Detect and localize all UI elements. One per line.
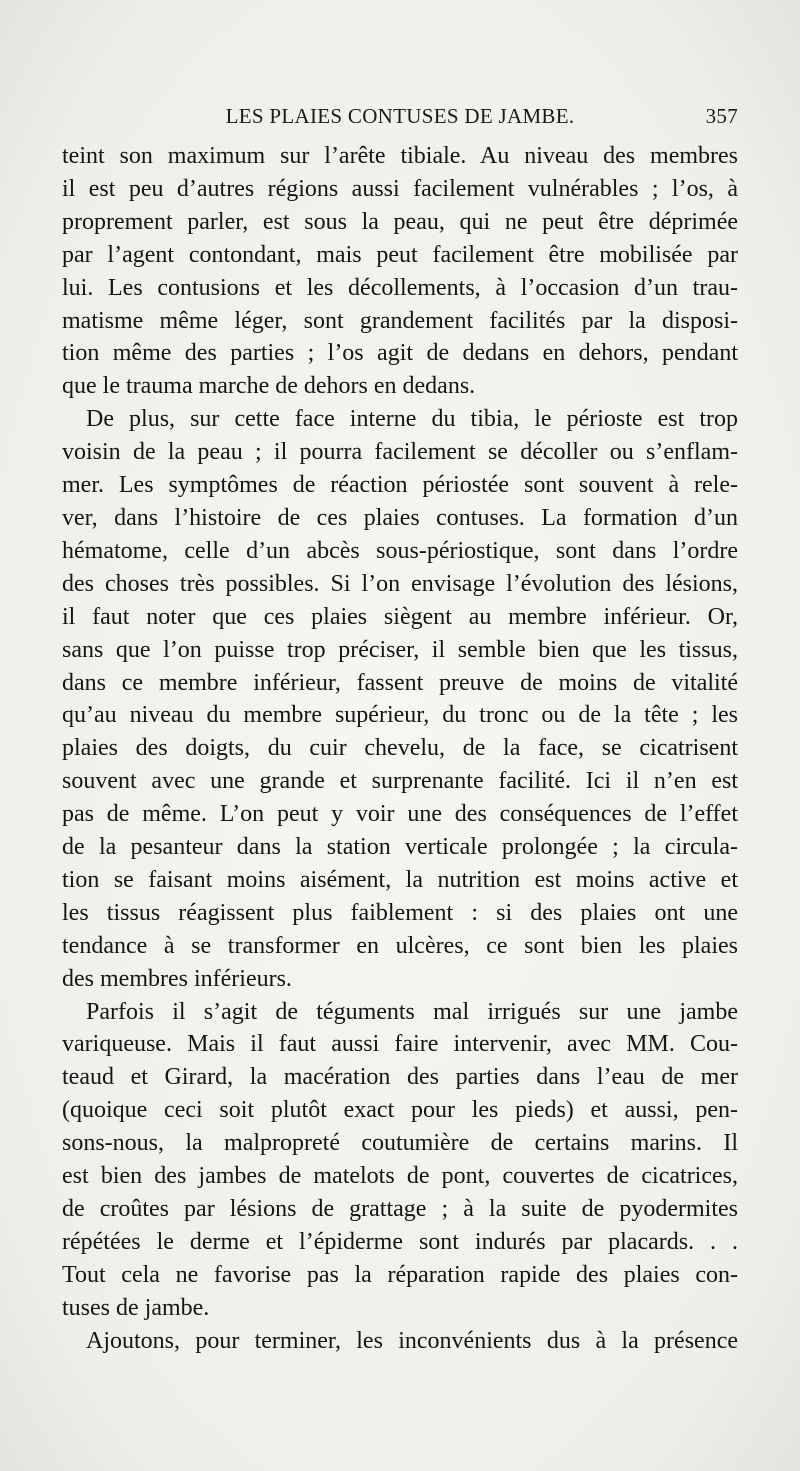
text-line: hématome, celle d’un abcès sous-périostique, sont dans l’ordre [62,537,738,564]
text-line: des membres inférieurs. [62,965,292,992]
running-title: LES PLAIES CONTUSES DE JAMBE. [225,104,575,128]
text-line: de croûtes par lésions de grattage ; à la suite de pyodermites [62,1196,738,1222]
text-line: Tout cela ne favorise pas la réparation rapide des plaies con- [62,1261,738,1288]
text-line: répétées le derme et l’épiderme sont indurés par placards. . . [62,1228,738,1255]
body-text [62,140,738,1358]
text-line: sons-nous, la malpropreté coutumière de certains marins. Il [62,1130,738,1157]
text-line: de la pesanteur dans la station verticale prolongée ; la circula- [62,834,738,861]
text-line: variqueuse. Mais il faut aussi faire intervenir, avec MM. Cou- [62,1031,738,1058]
text-line: dans ce membre inférieur, fassent preuve de moins de vitalité [62,669,738,696]
paragraph [62,1325,738,1358]
text-line: mer. Les symptômes de réaction périostée sont souvent à rele- [62,472,738,499]
text-line: il faut noter que ces plaies siègent au membre inférieur. Or, [62,603,738,630]
text-line: par l’agent contondant, mais peut facilement être mobilisée par [62,241,738,268]
text-line: que le trauma marche de dehors en dedans. [62,373,476,400]
text-line: souvent avec une grande et surprenante facilité. Ici il n’en est [62,768,738,795]
text-line: Ajoutons, pour terminer, les inconvénients dus à la présence [86,1327,738,1354]
text-line: De plus, sur cette face interne du tibia, le périoste est trop [86,406,738,433]
text-line: pas de même. L’on peut y voir une des conséquences de l’effet [62,801,738,828]
text-line: est bien des jambes de matelots de pont, couvertes de cicatrices, [62,1163,738,1190]
text-line: plaies des doigts, du cuir chevelu, de la face, se cicatrisent [62,735,738,762]
text-line: tion se faisant moins aisément, la nutrition est moins active et [62,866,738,893]
page-header [62,104,738,138]
paragraph [62,403,738,995]
text-line: teint son maximum sur l’arête tibiale. Au niveau des membres [62,143,738,169]
text-line: (quoique ceci soit plutôt exact pour les pieds) et aussi, pen- [62,1097,738,1124]
paragraph [62,996,738,1325]
text-line: il est peu d’autres régions aussi facilement vulnérables ; l’os, à [62,175,738,202]
text-line: sans que l’on puisse trop préciser, il semble bien que les tissus, [62,636,738,663]
text-line: des choses très possibles. Si l’on envisage l’évolution des lésions, [62,570,738,597]
text-line: proprement parler, est sous la peau, qui ne peut être déprimée [62,208,738,235]
text-line: matisme même léger, sont grandement facilités par la disposi- [62,307,738,334]
text-line: teaud et Girard, la macération des parties dans l’eau de mer [62,1064,738,1091]
text-line: tendance à se transformer en ulcères, ce sont bien les plaies [62,932,738,959]
text-line: Parfois il s’agit de téguments mal irrigués sur une jambe [86,998,738,1025]
text-line: tuses de jambe. [62,1294,210,1321]
text-line: qu’au niveau du membre supérieur, du tronc ou de la tête ; les [62,702,738,729]
paragraph [62,140,738,403]
text-line: tion même des parties ; l’os agit de dedans en dehors, pendant [62,340,738,367]
page-number: 357 [705,104,738,128]
text-line: les tissus réagissent plus faiblement : si des plaies ont une [62,899,738,926]
text-line: ver, dans l’histoire de ces plaies contuses. La formation d’un [62,504,738,531]
text-line: lui. Les contusions et les décollements, à l’occasion d’un trau- [62,274,738,301]
text-line: voisin de la peau ; il pourra facilement se décoller ou s’enflam- [62,439,738,466]
